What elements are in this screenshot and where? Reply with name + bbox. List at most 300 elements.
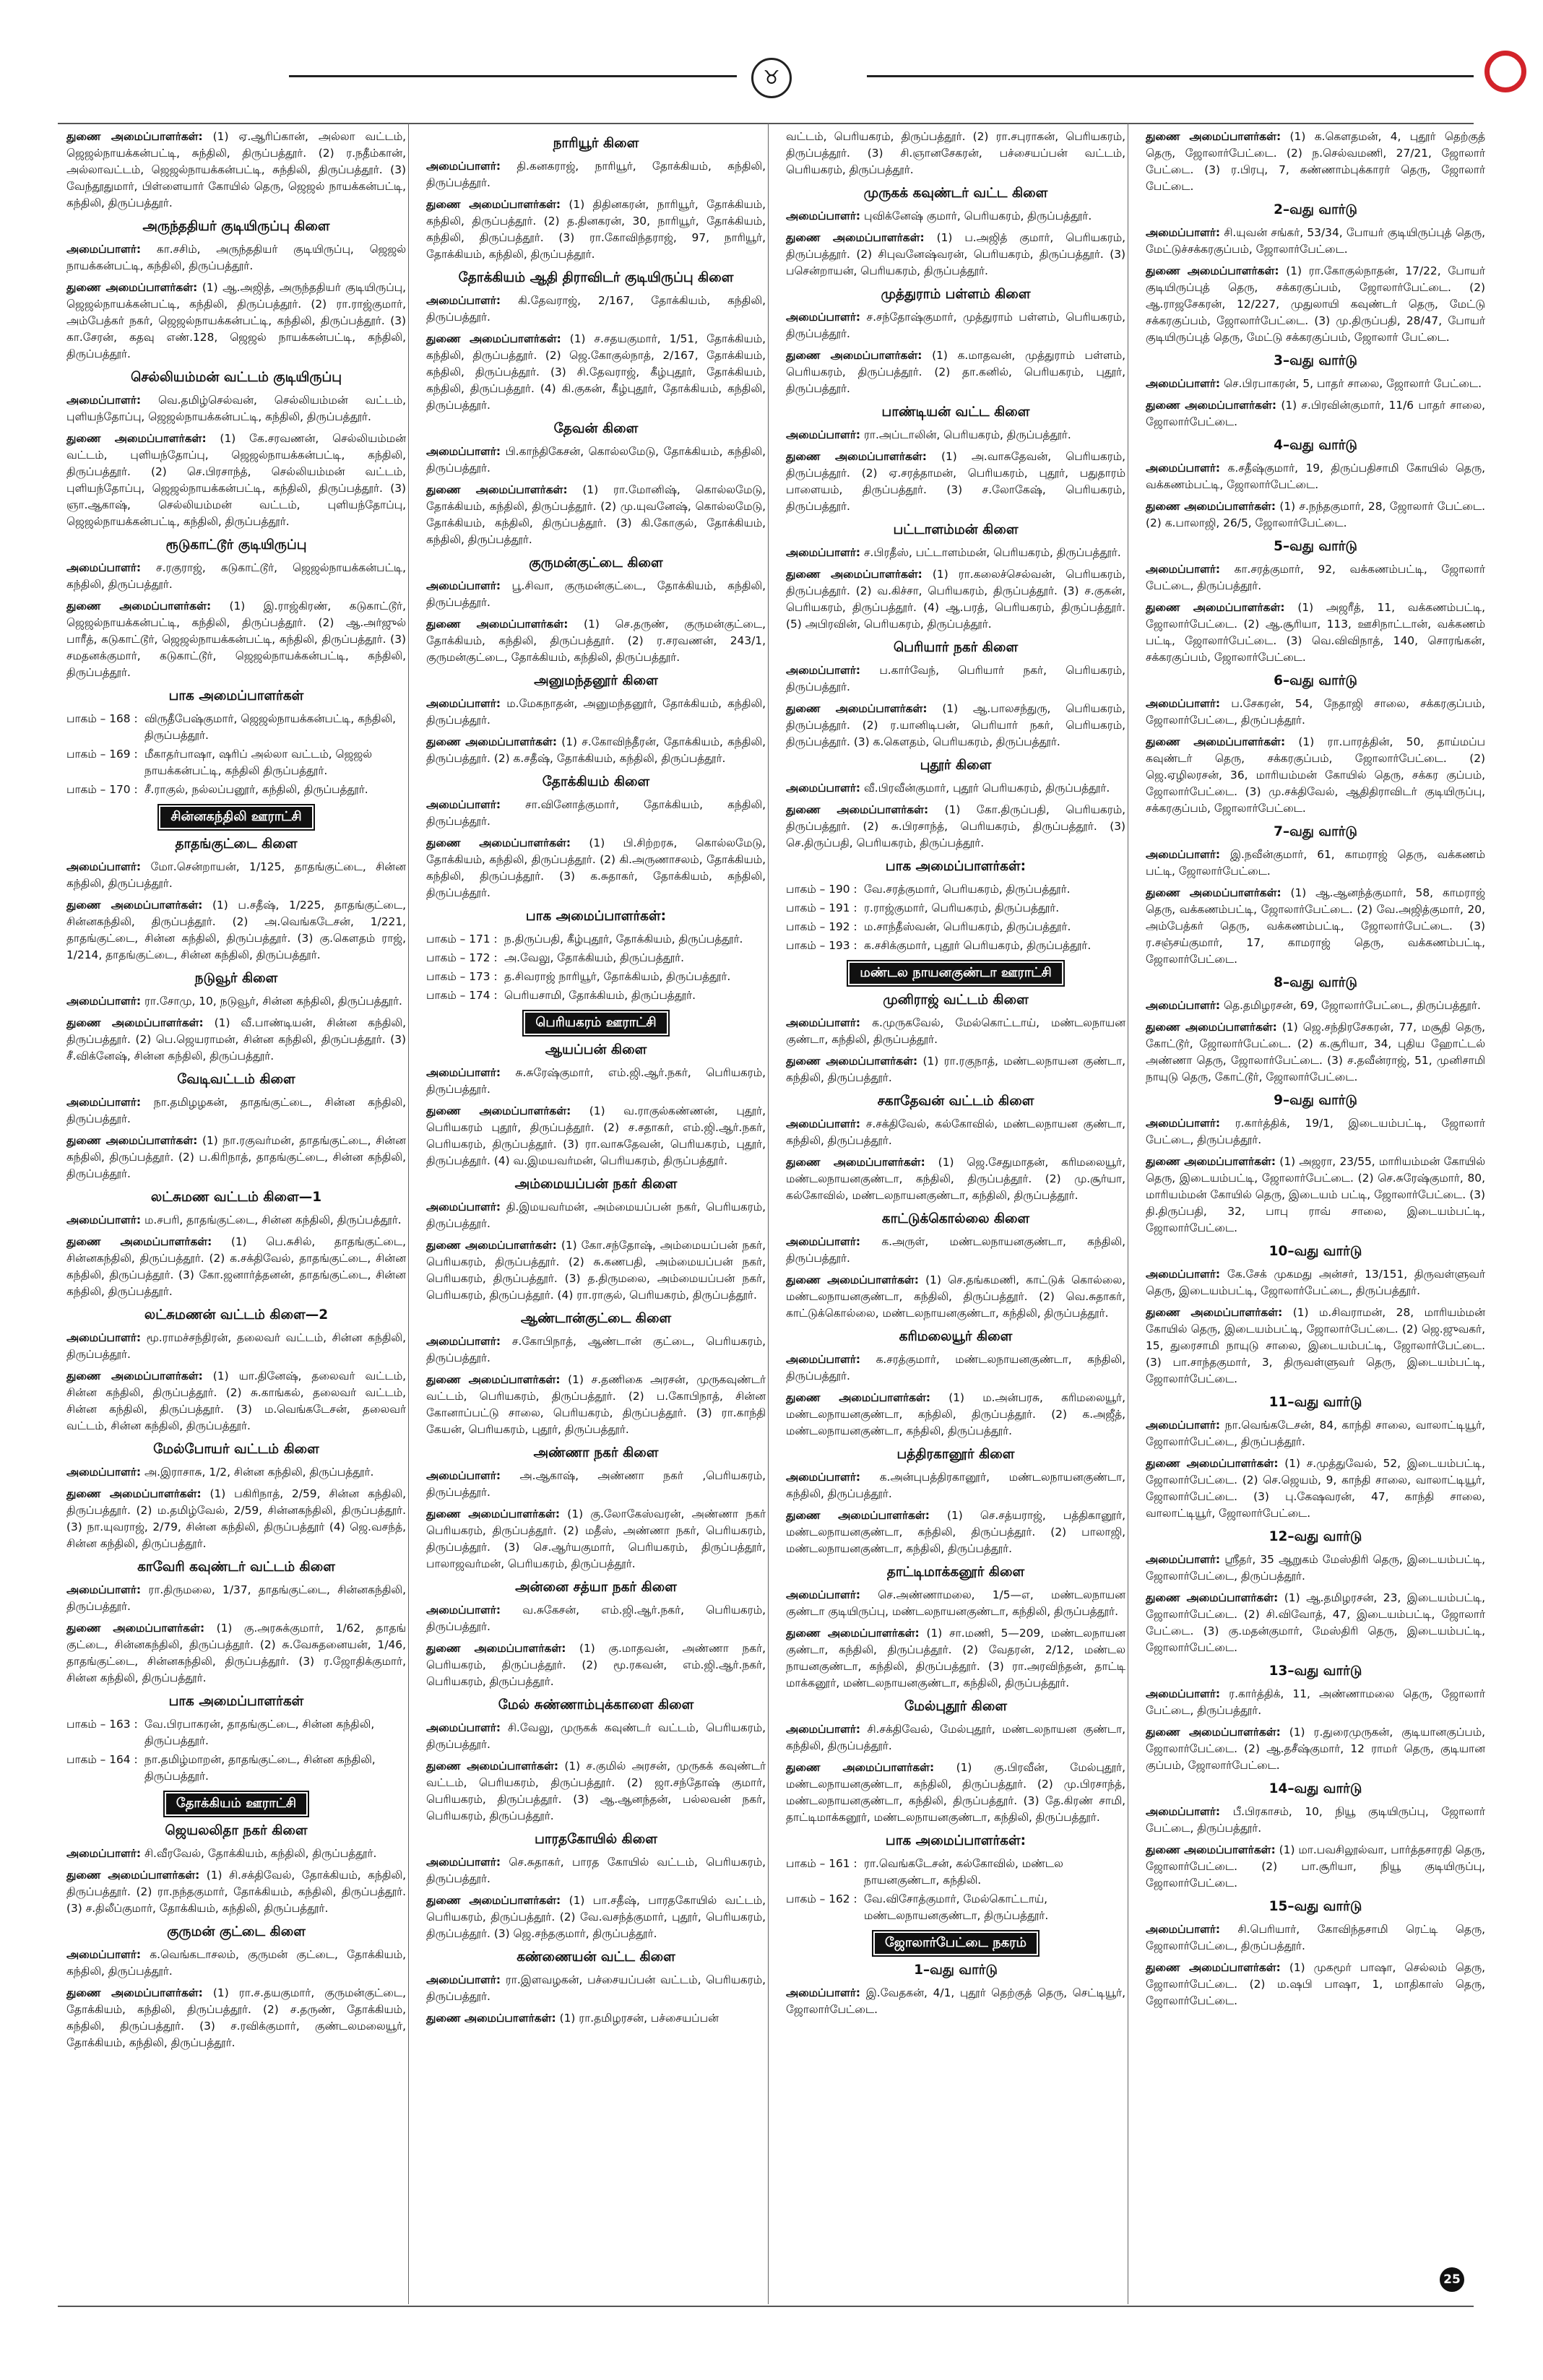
member-details: (1) செ.சத்யராஜ், பத்திகானூர், மண்டலநாயனகுண்டா, கந்திலி, திருப்பத்தூர். (2) பாலாஜி, மண்டலநாயனகுண்டா, கந்திலி, திருப்பத்தூர். — [786, 1509, 1125, 1555]
member-details: ரா.அப்டாலின், பெரியகரம், திருப்பத்தூர். — [860, 428, 1071, 441]
member-details: (1) ஜெ.சேதுமாதன், கரிமலையூர், மண்டலநாயனகுண்டா, கந்திலி, திருப்பத்தூர். (2) மு.சூர்யா, கல்கோவில், மண்டலநாயனகுண்டா, கந்திலி, திருப்பத்தூர். — [786, 1156, 1125, 1202]
member-details: க.சரத்குமார், மண்டலநாயனகுண்டா, கந்திலி, திருப்பத்தூர். — [786, 1353, 1125, 1382]
role-label: அமைப்பாளர்: — [1146, 226, 1221, 239]
booth-member: ரா.வெங்கடேசன், கல்கோவில், மண்டல நாயனகுண்டா, கந்திலி. — [864, 1857, 1063, 1887]
member-entry — [786, 545, 1125, 561]
role-label: அமைப்பாளர்: — [786, 664, 861, 677]
section-heading: முத்துராம் பள்ளம் கிளை — [881, 287, 1031, 302]
member-entry — [66, 1015, 406, 1065]
section-heading: பாரதகோயில் கிளை — [535, 1832, 657, 1847]
member-entry — [1146, 1686, 1485, 1719]
member-entry — [786, 1116, 1125, 1149]
section-heading: ரூடுகாட்டூர் குடியிருப்பு — [165, 537, 307, 553]
member-entry — [426, 2010, 766, 2027]
role-label: அமைப்பாளர்: — [1146, 563, 1221, 576]
role-label: துணை அமைப்பாளர்கள்: — [786, 803, 929, 816]
member-details: தெ.தமிழரசன், 69, ஜோலார்பேட்டை, திருப்பத்தூர். — [1220, 999, 1481, 1012]
role-label: அமைப்பாளர்: — [66, 1096, 142, 1109]
role-label: அமைப்பாளர்: — [1146, 1805, 1221, 1818]
member-entry — [1146, 885, 1485, 968]
section-heading: 5–வது வார்டு — [1274, 539, 1357, 554]
header-rule-right — [867, 75, 1474, 77]
member-entry — [66, 897, 406, 964]
section-heading: தோக்கியம் கிளை — [542, 774, 650, 789]
member-entry — [786, 230, 1125, 280]
member-details: ப.கார்வேந், பெரியார் நகர், பெரியகரம், திருப்பத்தூர். — [786, 664, 1125, 693]
role-label: அமைப்பாளர்: — [1146, 462, 1221, 475]
member-entry — [66, 1212, 406, 1229]
role-label: துணை அமைப்பாளர்கள்: — [1146, 1155, 1276, 1168]
member-details: (1) ச.முத்துவேல், 52, இடையம்பட்டி, ஜோலார்பேட்டை. (2) செ.ஜெயம், 9, காந்தி சாலை, வாலாட்டியூர், ஜோலார்பேட்டை. (3) பு.கேஷவரன், 47, காந்தி சாலை, வாலாட்டியூர், ஜோலார்பேட்டை. — [1146, 1457, 1485, 1520]
member-details: ச.கோபிநாத், ஆண்டான் குட்டை, பெரியகரம், திருப்பத்தூர். — [426, 1335, 766, 1364]
role-label: துணை அமைப்பாளர்கள்: — [426, 1507, 561, 1520]
section-heading: 10–வது வார்டு — [1268, 1244, 1362, 1259]
role-label: துணை அமைப்பாளர்கள்: — [426, 483, 568, 496]
member-entry — [786, 1390, 1125, 1440]
booth-label: பாகம் – 161 : — [786, 1857, 857, 1870]
member-details: செ.பிரபாகரன், 5, பாதர் சாலை, ஜோலார் பேட்டை. — [1220, 377, 1482, 390]
role-label: துணை அமைப்பாளர்கள்: — [426, 735, 558, 748]
member-entry — [426, 1602, 766, 1635]
section-heading: 12–வது வார்டு — [1268, 1529, 1362, 1544]
member-details: (1) ஆ.பாலசந்துரு, பெரியகரம், திருப்பத்தூர். (2) ர.யானிடிபன், பெரியார் நகர், பெரியகரம், திருப்பத்தூர். (3) க.கௌதம், பெரியகரம், திருப்பத்தூர். — [786, 702, 1125, 748]
member-entry — [1146, 998, 1485, 1014]
role-label: அமைப்பாளர்: — [786, 209, 861, 222]
section-heading: 14–வது வார்டு — [1268, 1781, 1362, 1796]
role-label: அமைப்பாளர்: — [66, 1213, 142, 1226]
member-details: க.முருகவேல், மேல்கொட்டாய், மண்டலநாயன குண்டா, கந்திலி, திருப்பத்தூர். — [786, 1016, 1125, 1046]
member-details: (1) ர.துரைமுருகன், குடியானகுப்பம், ஜோலார்பேட்டை. (2) ஆ.தசீஷ்குமார், 12 ராமர் தெரு, குடியான குப்பம், ஜோலார்பேட்டை. — [1146, 1726, 1485, 1772]
member-details: வெ.தமிழ்செல்வன், செல்லியம்மன் வட்டம், புளியந்தோப்பு, ஜெஜல்நாயக்கன்பட்டி, கந்திலி, திருப்பத்தூர். — [66, 394, 406, 423]
member-details: க.அருள், மண்டலநாயனகுண்டா, கந்திலி, திருப்பத்தூர். — [786, 1235, 1125, 1265]
role-label: துணை அமைப்பாளர்கள்: — [786, 450, 927, 463]
member-details: ஸ்ரீதர், 35 ஆறுகம் மேஸ்திரி தெரு, இடையம்பட்டி, ஜோலார்பேட்டை, திருப்பத்தூர். — [1146, 1553, 1485, 1583]
column-divider — [408, 123, 409, 2304]
booth-member: த.சிவராஜ் நாரியூர், தோக்கியம், திருப்பத்தூர். — [504, 970, 731, 983]
member-details: ச.ரகுராஜ், கடுகாட்டூர், ஜெஜல்நாயக்கன்பட்டி, கந்திலி, திருப்பத்தூர். — [66, 561, 406, 591]
section-heading: 13–வது வார்டு — [1268, 1663, 1362, 1679]
member-details: (1) வ.ராகுல்கண்ணன், புதூர், பெரியகரம் புதூர், திருப்பத்தூர். (2) ச.சதாகர், எம்.ஜி.ஆர்.நகர், பெரியகரம், திருப்பத்தூர். (3) ரா.வாசுதேவன், பெரியகரம், புதூர், திருப்பத்தூர். (4) வ.இமயவர்மன், பெரியகரம், திருப்பத்தூர். — [426, 1104, 766, 1167]
member-details: (1) க.கௌதமன், 4, புதூர் தெற்குத் தெரு, ஜோலார்பேட்டை. (2) ந.செல்வமணி, 27/21, ஜோலார் பேட்டை. (3) ர.பிரபு, 7, கண்ணாம்புக்காரர் தெரு, ஜோலார் பேட்டை. — [1146, 130, 1485, 193]
member-details: (1) க.மாதவன், முத்துராம் பள்ளம், பெரியகரம், திருப்பத்தூர். (2) தா.கனில், பெரியகரம், புதூர், திருப்பத்தூர். — [786, 349, 1125, 395]
role-label: அமைப்பாளர்: — [66, 243, 142, 256]
member-details: தி.இமயவர்மன், அம்மையப்பன் நகர், பெரியகரம், திருப்பத்தூர். — [426, 1200, 766, 1230]
member-details: சி.வேலு, முருகக் கவுண்டர் வட்டம், பெரியகரம், திருப்பத்தூர். — [426, 1721, 766, 1751]
member-details: கா.சரத்குமார், 92, வக்கணம்பட்டி, ஜோலார் பேட்டை, திருப்பத்தூர். — [1146, 563, 1485, 592]
member-entry — [426, 331, 766, 414]
header-rule-left — [289, 75, 737, 77]
member-details: சி.யுவன் சங்கர், 53/34, போயர் குடியிருப்புத் தெரு, மேட்டுச்சக்கரகுப்பம், ஜோலார்பேட்டை. — [1146, 226, 1485, 256]
role-label: அமைப்பாளர்: — [786, 311, 861, 324]
member-details: வ.சுகேசன், எம்.ஜி.ஆர்.நகர், பெரியகரம், திருப்பத்தூர். — [426, 1604, 766, 1633]
role-label: துணை அமைப்பாளர்கள்: — [786, 1055, 918, 1068]
panchayat-banner: மண்டல நாயனகுண்டா ஊராட்சி — [848, 961, 1063, 985]
member-entry — [1146, 696, 1485, 729]
member-details: (1) ச.குமில் அரசன், முருகக் கவுண்டர் வட்டம், பெரியகரம், திருப்பத்தூர். (2) ஜா.சந்தோஷ் குமார், பெரியகரம், திருப்பத்தூர். (3) ஆ.ஆனந்தன், பல்லவன் நகர், பெரியகரம், திருப்பத்தூர். — [426, 1760, 766, 1822]
section-heading: கண்ணையன் வட்ட கிளை — [517, 1950, 675, 1965]
member-details: (1) நா.ரகுவர்மன், தாதங்குட்டை, சின்ன கந்திலி, திருப்பத்தூர். (2) ப.கிரிநாத், தாதங்குட்டை, சின்ன கந்திலி, திருப்பத்தூர். — [66, 1134, 406, 1180]
section-heading: குருமன்குட்டை கிளை — [529, 555, 663, 571]
member-details: வட்டம், பெரியகரம், திருப்பத்தூர். (2) ரா.சபுராகன், பெரியகரம், திருப்பத்தூர். (3) சி.ஞானசேகரன், பச்சையப்பன் வட்டம், பெரியகரம், திருப்பத்தூர். — [786, 130, 1125, 176]
role-label: அமைப்பாளர்: — [426, 579, 501, 592]
role-label: துணை அமைப்பாளர்கள்: — [1146, 1726, 1281, 1739]
member-details: சி.சக்திவேல், மேல்புதூர், மண்டலநாயன குண்டா, கந்திலி, திருப்பத்தூர். — [786, 1723, 1125, 1752]
member-entry — [66, 1985, 406, 2051]
member-entry — [426, 1758, 766, 1825]
member-entry — [66, 859, 406, 892]
member-entry — [1146, 1724, 1485, 1774]
member-details: க.அன்புபத்திரகானூர், மண்டலநாயனகுண்டா, கந்திலி, திருப்பத்தூர். — [786, 1471, 1125, 1500]
role-label: அமைப்பாளர்: — [786, 428, 861, 441]
role-label: அமைப்பாளர்: — [786, 1353, 861, 1366]
member-entry — [426, 1103, 766, 1169]
member-entry — [1146, 1921, 1485, 1955]
member-details: (1) கோ.திருப்பதி, பெரியகரம், திருப்பத்தூர். (2) சு.பிரசாந்த், பெரியகரம், திருப்பத்தூர். (3) செ.திருப்பதி, பெரியகரம், திருப்பத்தூர். — [786, 803, 1125, 849]
member-entry — [786, 780, 1125, 797]
booth-label: பாகம் – 168 : — [66, 712, 138, 725]
section-heading: அனுமந்தனூர் கிளை — [534, 673, 658, 688]
member-details: (1) ஆ.தமிழரசன், 23, இடையம்பட்டி, ஜோலார்பேட்டை. (2) சி.விவோத், 47, இடையம்பட்டி, ஜோலார் பேட்டை. (3) கு.மதன்குமார், மேஸ்திரி தெரு, இடையம்பட்டி, ஜோலார்பேட்டை. — [1146, 1591, 1485, 1654]
booth-row — [66, 1752, 406, 1785]
member-entry — [1146, 1455, 1485, 1522]
member-details: ம.மேகநாதன், அனுமந்தனூர், தோக்கியம், கந்திலி, திருப்பத்தூர். — [426, 697, 766, 727]
booth-label: பாகம் – 191 : — [786, 901, 857, 914]
booth-row — [66, 782, 406, 798]
role-label: அமைப்பாளர்: — [426, 798, 501, 811]
member-entry — [1146, 1266, 1485, 1299]
member-entry — [66, 1368, 406, 1435]
section-heading: மேல்புதூர் கிளை — [904, 1699, 1008, 1714]
member-entry — [1146, 460, 1485, 493]
member-entry — [786, 701, 1125, 750]
member-details: ச.சக்திவேல், கல்கோவில், மண்டலநாயன குண்டா, கந்திலி, திருப்பத்தூர். — [786, 1117, 1125, 1147]
member-details: (1) கே.சரவணன், செல்லியம்மன் வட்டம், புளியந்தோப்பு, ஜெஜல்நாயக்கன்பட்டி, கந்திலி, திருப்பத்தூர். (2) செ.பிரசாந்த், செல்லியம்மன் வட்டம், புளியந்தோப்பு, ஜெஜல்நாயக்கன்பட்டி, கந்திலி, திருப்பத்தூர். (3) ஞா.ஆகாஷ், செல்லியம்மன் வட்டம், புளியந்தோப்பு, ஜெஜல்நாயக்கன்பட்டி, கந்திலி, திருப்பத்தூர். — [66, 432, 406, 528]
member-entry — [786, 662, 1125, 696]
member-entry — [426, 1892, 766, 1942]
member-details: (1) அஜரீத், 11, வக்கணம்பட்டி, ஜோலார்பேட்டை. (2) ஆ.சூரியா, 113, ஊசிநாட்டான், வக்கணம் பட்டி, ஜோலார்பேட்டை. (3) வெ.விவிநாத், 140, சொரங்கன், சக்கரகுப்பம், ஜோலார்பேட்டை. — [1146, 601, 1485, 664]
member-details: கே.சேக் முகமது அன்சர், 13/151, திருவள்ளுவர் தெரு, இடையம்பட்டி, ஜோலார்பேட்டை, திருப்பத்தூர். — [1146, 1268, 1485, 1297]
member-details: சி.பெரியார், கோவிந்தசாமி ரெட்டி தெரு, ஜோலார்பேட்டை, திருப்பத்தூர். — [1146, 1923, 1485, 1952]
booth-label: பாகம் – 173 : — [426, 970, 498, 983]
member-entry — [786, 1272, 1125, 1322]
member-entry — [426, 1506, 766, 1572]
role-label: துணை அமைப்பாளர்கள்: — [1146, 500, 1276, 513]
member-details: (1) திதினகரன், நாரியூர், தோக்கியம், கந்திலி, திருப்பத்தூர். (2) த.தினகரன், 30, நாரியூர், தோக்கியம், கந்திலி, திருப்பத்தூர். (3) ரா.கோவிந்தராஜ், 97, நாரியூர், தோக்கியம், கந்திலி, திருப்பத்தூர். — [426, 198, 766, 261]
member-entry — [1146, 1154, 1485, 1237]
role-label: துணை அமைப்பாளர்கள்: — [786, 1761, 935, 1774]
role-label: அமைப்பாளர்: — [786, 1016, 861, 1029]
booth-member: ந.திருப்பதி, கீழ்புதூர், தோக்கியம், திருப்பத்தூர். — [504, 932, 743, 945]
member-details: சா.வினோத்குமார், தோக்கியம், கந்திலி, திருப்பத்தூர். — [426, 798, 766, 828]
member-entry — [786, 1154, 1125, 1204]
section-heading: தோக்கியம் ஆதி திராவிடர் குடியிருப்பு கிளை — [458, 270, 734, 285]
role-label: அமைப்பாளர்: — [786, 1723, 861, 1736]
role-label: துணை அமைப்பாளர்கள்: — [66, 1487, 202, 1500]
section-heading: 2–வது வார்டு — [1274, 202, 1357, 217]
member-entry — [426, 443, 766, 477]
role-label: துணை அமைப்பாளர்கள்: — [66, 1869, 200, 1882]
role-label: அமைப்பாளர்: — [66, 561, 142, 574]
role-label: அமைப்பாளர்: — [426, 1469, 501, 1482]
member-entry — [1146, 1304, 1485, 1388]
member-details: (1) கு.மாதவன், அண்ணா நகர், பெரியகரம், திருப்பத்தூர். (2) மூ.ரகவன், எம்.ஜி.ஆர்.நகர், பெரியகரம், திருப்பத்தூர். — [426, 1642, 766, 1688]
member-entry — [1146, 1804, 1485, 1837]
member-details: ர.கார்த்திக், 19/1, இடையம்பட்டி, ஜோலார் பேட்டை, திருப்பத்தூர். — [1146, 1117, 1485, 1146]
role-label: அமைப்பாளர்: — [426, 1973, 501, 1986]
section-heading: சகாதேவன் வட்டம் கிளை — [877, 1094, 1034, 1109]
member-entry — [1146, 263, 1485, 346]
role-label: அமைப்பாளர்: — [66, 1847, 142, 1860]
member-details: க.சதீஷ்குமார், 19, திருப்பதிசாமி கோயில் தெரு, வக்கணம்பட்டி, ஜோலார்பேட்டை. — [1146, 462, 1485, 491]
member-entry — [786, 1760, 1125, 1826]
role-label: அமைப்பாளர்: — [426, 697, 501, 710]
role-label: அமைப்பாளர்: — [1146, 1553, 1221, 1566]
member-entry — [426, 196, 766, 263]
role-label: அமைப்பாளர்: — [66, 394, 142, 407]
section-heading: 6–வது வார்டு — [1274, 673, 1357, 688]
member-entry — [786, 449, 1125, 515]
section-heading: அருந்ததியர் குடியிருப்பு கிளை — [142, 219, 330, 234]
section-heading: 1–வது வார்டு — [914, 1963, 998, 1978]
member-details: மோ.சென்றாயன், 1/125, தாதங்குட்டை, சின்ன கந்திலி, திருப்பத்தூர். — [66, 860, 406, 890]
role-label: துணை அமைப்பாளர்கள்: — [426, 198, 561, 211]
member-details: (1) ச.கோவிந்தீரன், தோக்கியம், கந்திலி, திருப்பத்தூர். (2) க.சதீஷ், தோக்கியம், கந்திலி, திருப்பத்தூர். — [426, 735, 766, 765]
panchayat-banner: சின்னகந்திலி ஊராட்சி — [159, 805, 313, 829]
section-heading: பெரியார் நகர் கிளை — [893, 640, 1019, 655]
member-entry — [426, 482, 766, 548]
member-details: (1) ரா.பாரத்தின், 50, தாய்மப்ப கவுண்டர் தெரு, சக்கரகுப்பம், ஜோலார்பேட்டை. (2) ஜெ.ஏழிலரசன், 36, மாரியம்மன் கோயில் தெரு, சக்கர குப்பம், ஜோலார்பேட்டை. (3) மு.சக்திவேல், ஆதிதிராவிடர் குடியிருப்பு, சக்கரகுப்பம், ஜோலார்பேட்டை. — [1146, 735, 1485, 815]
member-entry — [66, 1620, 406, 1687]
role-label: அமைப்பாளர்: — [786, 782, 861, 795]
member-details: பீ.பிரகாசம், 10, நியூ குடியிருப்பு, ஜோலார் பேட்டை, திருப்பத்தூர். — [1146, 1805, 1485, 1835]
member-details: (1) சா.மணி, 5—209, மண்டலநாயன குண்டா, கந்திலி, திருப்பத்தூர். (2) வேதரன், 2/12, மண்டல நாயனகுண்டா, கந்திலி, திருப்பத்தூர். (3) ரா.அரவிந்தன், தாட்டி மாக்கனூர், மண்டலநாயனகுண்டா, கந்திலி, திருப்பத்தூர். — [786, 1627, 1125, 1689]
member-entry — [426, 293, 766, 326]
member-details: (1) ச.பிரவின்குமார், 11/6 பாதர் சாலை, ஜோலார்பேட்டை. — [1146, 399, 1485, 428]
member-details: (1) ச.நந்தகுமார், 28, ஜோலார் பேட்டை. (2) க.பாலாஜி, 26/5, ஜோலார்பேட்டை. — [1146, 500, 1485, 529]
member-details: (1) மா.பவசிலூல்வா, பார்த்தசாரதி தெரு, ஜோலார்பேட்டை. (2) பா.சூரியா, நியூ குடியிருப்பு, ஜோலார்பேட்டை. — [1146, 1843, 1485, 1890]
section-heading: காட்டுக்கொல்லை கிளை — [881, 1211, 1030, 1226]
role-label: அமைப்பாளர்: — [426, 1604, 501, 1617]
role-label: துணை அமைப்பாளர்கள்: — [426, 1104, 571, 1117]
section-heading: 7–வது வார்டு — [1274, 824, 1357, 839]
member-entry — [426, 578, 766, 611]
member-entry — [1146, 1960, 1485, 2009]
member-details: (1) ம.அன்பரசு, கரிமலையூர், மண்டலநாயனகுண்டா, கந்திலி, திருப்பத்தூர். (2) க.அஜீத், மண்டலநாயனகுண்டா, கந்திலி, திருப்பத்தூர். — [786, 1391, 1125, 1437]
member-entry — [786, 1015, 1125, 1048]
member-details: (1) செ.தருண், குருமன்குட்டை, தோக்கியம், கந்திலி, திருப்பத்தூர். (2) ர.சரவணன், 243/1, குருமன்குட்டை, தோக்கியம், கந்திலி, திருப்பத்தூர். — [426, 618, 766, 664]
section-heading: புதூர் கிளை — [920, 758, 992, 773]
section-heading: 15–வது வார்டு — [1268, 1899, 1362, 1914]
booth-row — [426, 950, 766, 966]
section-heading: பட்டாளம்மன் கிளை — [893, 522, 1019, 537]
role-label: அமைப்பாளர்: — [1146, 1117, 1221, 1130]
role-label: அமைப்பாளர்: — [66, 1466, 142, 1479]
role-label: துணை அமைப்பாளர்கள்: — [1146, 1591, 1279, 1604]
booth-member: விருதீபேஷ்குமார், ஜெஜல்நாயக்கன்பட்டி, கந்திலி, திருப்பத்தூர். — [144, 712, 397, 742]
section-heading: தாதங்குட்டை கிளை — [175, 836, 298, 852]
member-details: (1) சி.சக்திவேல், தோக்கியம், கந்திலி, திருப்பத்தூர். (2) ரா.நந்தகுமார், தோக்கியம், கந்திலி, திருப்பத்தூர். (3) ச.திலீப்குமார், தோக்கியம், கந்திலி, திருப்பத்தூர். — [66, 1869, 406, 1915]
member-entry — [786, 802, 1125, 852]
member-entry — [786, 1507, 1125, 1557]
role-label: துணை அமைப்பாளர்கள்: — [66, 899, 203, 912]
member-entry — [426, 1972, 766, 2005]
section-heading: 8–வது வார்டு — [1274, 975, 1357, 990]
section-heading: 4–வது வார்டு — [1274, 438, 1357, 453]
member-details: ச.பிரதீஸ், பட்டாளம்மன், பெரியகரம், திருப்பத்தூர். — [860, 546, 1121, 559]
role-label: துணை அமைப்பாளர்கள்: — [1146, 1457, 1279, 1470]
role-label: அமைப்பாளர்: — [66, 1948, 142, 1961]
booth-row — [786, 1891, 1125, 1924]
booth-member: ம.சாந்தீஸ்வன், பெரியகரம், திருப்பத்தூர். — [864, 920, 1071, 933]
member-entry — [1146, 1552, 1485, 1585]
member-entry — [66, 1947, 406, 1980]
member-details: (1) செ.தங்கமணி, காட்டுக் கொல்லை, மண்டலநாயனகுண்டா, கந்திலி, திருப்பத்தூர். (2) வெ.சுதாகர், காட்டுக்கொல்லை, மண்டலநாயனகுண்டா, கந்திலி, திருப்பத்தூர். — [786, 1273, 1125, 1320]
role-label: துணை அமைப்பாளர்கள்: — [786, 349, 922, 362]
member-entry — [66, 1133, 406, 1182]
booth-label: பாகம் – 164 : — [66, 1753, 138, 1766]
role-label: துணை அமைப்பாளர்கள்: — [1146, 130, 1281, 143]
role-label: அமைப்பாளர்: — [1146, 697, 1221, 710]
section-heading: லட்சுமண வட்டம் கிளை—1 — [150, 1190, 322, 1205]
member-entry — [66, 1582, 406, 1615]
member-entry — [66, 993, 406, 1010]
member-details: கா.சசிம், அருந்ததியர் குடியிருப்பு, ஜெஜல் நாயக்கன்பட்டி, கந்திலி, திருப்பத்தூர். — [66, 243, 406, 272]
member-entry — [1146, 1417, 1485, 1450]
member-details: அ.ஆகாஷ், அண்ணா நகர் ,பெரியகரம், திருப்பத்தூர். — [426, 1469, 766, 1499]
booth-row — [786, 900, 1125, 917]
member-details: (1) பா.சதீஷ், பாரதகோயில் வட்டம், பெரியகரம், திருப்பத்தூர். (2) வே.வசந்த்குமார், புதூர், பெரியகரம், திருப்பத்தூர். (3) ஜெ.சந்தகுமார், திருப்பத்தூர். — [426, 1894, 766, 1940]
member-entry — [786, 1721, 1125, 1754]
booth-member: வே.விசோத்குமார், மேல்கொட்டாய், மண்டலநாயனகுண்டா, திருப்பத்தூர். — [864, 1892, 1049, 1922]
role-label: அமைப்பாளர்: — [426, 1200, 501, 1213]
member-entry — [1146, 600, 1485, 666]
member-entry — [66, 129, 406, 212]
member-details: (1) கு.பிரவீன், மேல்புதூர், மண்டலநாயனகுண்டா, கந்திலி, திருப்பத்தூர். (2) மு.பிரசாந்த், மண்டலநாயனகுண்டா, கந்திலி, திருப்பத்தூர். (3) தே.கிரண் சாமி, தாட்டிமாக்கனூர், மண்டலநாயனகுண்டா, கந்திலி, திருப்பத்தூர். — [786, 1761, 1125, 1824]
member-details: (1) ஜெ.சந்திரசேகரன், 77, மசூதி தெரு, கோட்டூர், ஜோலார்பேட்டை. (2) க.சூரியா, 34, புதிய ஹோட்டல் அண்ணா தெரு, ஜோலார்பேட்டை. (3) ச.தவீன்ராஜ், 51, முனிசாமி நாயுடு தெரு, கோட்டூர், ஜோலார்பேட்டை. — [1146, 1021, 1485, 1083]
booth-member: மீகாதர்பாஷா, ஷரிப் அல்லா வட்டம், ஜெஜல் நாயக்கன்பட்டி, கந்திலி திருப்பத்தூர். — [144, 748, 372, 777]
bull-emblem-icon: ♉ — [751, 58, 792, 98]
member-entry — [426, 1854, 766, 1887]
booth-row — [66, 746, 406, 779]
member-details: ர.கார்த்திக், 11, அண்ணாமலை தெரு, ஜோலார் பேட்டை, திருப்பத்தூர். — [1146, 1687, 1485, 1717]
role-label: துணை அமைப்பாளர்கள்: — [1146, 1021, 1277, 1034]
section-heading: பத்திரகானூர் கிளை — [896, 1447, 1015, 1462]
role-label: துணை அமைப்பாளர்கள்: — [1146, 264, 1279, 277]
role-label: துணை அமைப்பாளர்கள்: — [426, 618, 569, 631]
role-label: துணை அமைப்பாளர்கள்: — [1146, 1843, 1276, 1856]
member-entry — [786, 208, 1125, 225]
member-entry — [786, 427, 1125, 443]
member-details: ப.சேகரன், 54, நேதாஜி சாலை, சக்கரகுப்பம், ஜோலார்பேட்டை, திருப்பத்தூர். — [1146, 697, 1485, 727]
role-label: துணை அமைப்பாளர்கள்: — [66, 432, 207, 445]
member-details: (1) ஆ.ஆனந்த்குமார், 58, காமராஜ் தெரு, வக்கணம்பட்டி, ஜோலார்பேட்டை. (2) வே.அஜித்குமார், 20, அம்பேத்கர் தெரு, வக்கணம்பட்டி, ஜோலார்பேட்டை. (3) ர.சஞ்சய்குமார், 17, காமராஜ் தெரு, வக்கணம்பட்டி, ஜோலார்பேட்டை. — [1146, 886, 1485, 966]
member-details: (1) இ.ராஜ்கிரண், கடுகாட்டூர், ஜெஜல்நாயக்கன்பட்டி, கந்திலி, திருப்பத்தூர். (2) ஆ.அர்ஜுல் பாரீத், கடுகாட்டூர், ஜெஜல்நாயக்கன்பட்டி, கந்திலி, திருப்பத்தூர். (3) சமதனக்குமார், கடுகாட்டூர், ஜெஜல்நாயக்கன்பட்டி, கந்திலி, திருப்பத்தூர். — [66, 600, 406, 679]
section-heading: முருகக் கவுண்டர் வட்ட கிளை — [863, 186, 1048, 201]
role-label: அமைப்பாளர்: — [426, 1856, 501, 1869]
member-entry — [426, 1199, 766, 1232]
member-entry — [786, 1985, 1125, 2018]
member-entry — [66, 1234, 406, 1300]
page-header — [58, 51, 1503, 101]
member-entry — [426, 1468, 766, 1501]
member-details: (1) முகமூர் பாஷா, செல்லம் தெரு, ஜோலார்பேட்டை. (2) ம.ஷபி பாஷா, 1, மாதிகாஸ் தெரு, ஜோலார்பேட்டை. — [1146, 1961, 1485, 2007]
role-label: அமைப்பாளர்: — [66, 995, 142, 1008]
member-entry — [426, 734, 766, 767]
role-label: துணை அமைப்பாளர்கள்: — [786, 1627, 920, 1640]
member-details: (1) ச.சதயகுமார், 1/51, தோக்கியம், கந்திலி, திருப்பத்தூர். (2) ஜெ.கோகுல்நாத், 2/167, தோக்கியம், கந்திலி, திருப்பத்தூர். (3) சி.தேவராஜ், கீழ்புதூர், தோக்கியம், கந்திலி, திருப்பத்தூர். (4) கி.குகன், கீழ்புதூர், தோக்கியம், கந்திலி, திருப்பத்தூர். — [426, 332, 766, 412]
panchayat-banner: பெரியகரம் ஊராட்சி — [524, 1011, 667, 1035]
member-details: ரா.சோமு, 10, நடுவூர், சின்ன கந்திலி, திருப்பத்தூர். — [141, 995, 402, 1008]
member-entry — [786, 566, 1125, 633]
role-label: துணை அமைப்பாளர்கள்: — [66, 281, 198, 294]
member-entry — [1146, 561, 1485, 594]
member-entry — [1146, 734, 1485, 817]
member-details: நா.தமிழழகன், தாதங்குட்டை, சின்ன கந்திலி, திருப்பத்தூர். — [66, 1096, 406, 1125]
section-heading: பாக அமைப்பாளர்கள் — [168, 1694, 304, 1709]
member-entry — [426, 835, 766, 901]
member-entry — [426, 1065, 766, 1098]
member-details: (1) பெ.சுசில், தாதங்குட்டை, சின்னகந்திலி, திருப்பத்தூர். (2) க.சக்திவேல், தாதங்குட்டை, சின்ன கந்திலி, திருப்பத்தூர். (3) கோ.ஜனார்த்தனன், தாதங்குட்டை, சின்ன கந்திலி, திருப்பத்தூர். — [66, 1235, 406, 1298]
column-3 — [786, 129, 1125, 2300]
role-label: துணை அமைப்பாளர்கள்: — [786, 1391, 931, 1404]
role-label: துணை அமைப்பாளர்கள்: — [66, 1134, 198, 1147]
role-label: துணை அமைப்பாளர்கள்: — [426, 1239, 557, 1252]
member-entry — [1146, 129, 1485, 195]
role-label: அமைப்பாளர்: — [1146, 1687, 1221, 1700]
booth-row — [426, 987, 766, 1004]
booth-member: ர.ராஜ்குமார், பெரியகரம், திருப்பத்தூர். — [864, 901, 1060, 914]
section-heading: நடுவூர் கிளை — [194, 971, 278, 986]
section-heading: கரிமலையூர் கிளை — [899, 1329, 1013, 1344]
section-heading: தாட்டிமாக்கனூர் கிளை — [886, 1565, 1025, 1580]
booth-row — [786, 881, 1125, 898]
section-heading: வேடிவட்டம் கிளை — [177, 1072, 295, 1087]
member-entry — [1146, 847, 1485, 880]
member-entry — [426, 1333, 766, 1367]
section-heading: மேல்போயர் வட்டம் கிளை — [153, 1442, 319, 1457]
role-label: துணை அமைப்பாளர்கள்: — [426, 1760, 559, 1773]
role-label: துணை அமைப்பாளர்கள்: — [1146, 601, 1285, 614]
member-details: (1) ஆ.அஜித், அருந்ததியர் குடியிருப்பு, ஜெஜல்நாயக்கன்பட்டி, கந்திலி, திருப்பத்தூர். (2) ரா.ராஜ்குமார், அம்பேத்கர் நகர், ஜெஜல்நாயக்கன்பட்டி, கந்திலி, திருப்பத்தூர். (3) கா.சேரன், கதவு எண்.128, ஜெஜல் நாயக்கன்பட்டி, கந்திலி, திருப்பத்தூர். — [66, 281, 406, 360]
member-details: இ.வேதகன், 4/1, புதூர் தெற்குத் தெரு, செட்டியூர், ஜோலார்பேட்டை. — [786, 1986, 1125, 2016]
booth-member: அ.வேலு, தோக்கியம், திருப்பத்தூர். — [504, 951, 685, 964]
role-label: அமைப்பாளர்: — [426, 1721, 501, 1734]
member-entry — [66, 241, 406, 274]
member-details: பூ.சிவா, குருமன்குட்டை, தோக்கியம், கந்திலி, திருப்பத்தூர். — [426, 579, 766, 609]
member-details: ம.சபரி, தாதங்குட்டை, சின்ன கந்திலி, திருப்பத்தூர். — [141, 1213, 402, 1226]
member-details: அ.இராசாசு, 1/2, சின்ன கந்திலி, திருப்பத்தூர். — [141, 1466, 374, 1479]
member-details: (1) ரா.ரகுநாத், மண்டலநாயன குண்டா, கந்திலி, திருப்பத்தூர். — [786, 1055, 1125, 1084]
member-details: நா.வெங்கடேசன், 84, காந்தி சாலை, வாலாட்டியூர், ஜோலார்பேட்டை, திருப்பத்தூர். — [1146, 1419, 1485, 1448]
member-entry — [66, 1330, 406, 1363]
member-details: (1) ரா.ச.தயகுமார், குருமன்குட்டை, தோக்கியம், கந்திலி, திருப்பத்தூர். (2) ச.தருண், தோக்கியம், கந்திலி, திருப்பத்தூர். (3) ச.ரவிக்குமார், குண்டலமலையூர், தோக்கியம், கந்திலி, திருப்பத்தூர். — [66, 1986, 406, 2049]
role-label: அமைப்பாளர்: — [786, 1588, 861, 1601]
member-details: செ.அண்ணாமலை, 1/5—எ, மண்டலநாயன குண்டா குடியிருப்பு, மண்டலநாயனகுண்டா, கந்திலி, திருப்பத்தூர். — [786, 1588, 1125, 1618]
section-heading: லட்சுமணன் வட்டம் கிளை—2 — [144, 1307, 329, 1323]
member-details: (1) பகிரிநாத், 2/59, சின்ன கந்திலி, திருப்பத்தூர். (2) ம.தமிழ்வேல், 2/59, சின்னகந்திலி, திருப்பத்தூர். (3) நா.யுவராஜ், 2/79, சின்ன கந்திலி, திருப்பத்தூர் (4) ஜெ.வசந்த், சின்ன கந்திலி, திருப்பத்தூர். — [66, 1487, 406, 1550]
section-heading: பாக அமைப்பாளர்கள்: — [885, 859, 1026, 874]
column-2 — [426, 129, 766, 2300]
booth-label: பாகம் – 190 : — [786, 883, 857, 896]
member-entry — [426, 616, 766, 666]
booth-member: க.சசிக்குமார், புதூர் பெரியகரம், திருப்பத்தூர். — [864, 939, 1092, 952]
member-details: மூ.ராமச்சந்திரன், தலைவர் வட்டம், சின்ன கந்திலி, திருப்பத்தூர். — [66, 1331, 406, 1361]
member-entry — [786, 1587, 1125, 1620]
member-entry — [66, 1094, 406, 1128]
role-label: துணை அமைப்பாளர்கள்: — [66, 1986, 203, 1999]
booth-row — [66, 711, 406, 744]
member-details: (1) வீ.பாண்டியன், சின்ன கந்திலி, திருப்பத்தூர். (2) பெ.ஜெயராமன், சின்ன கந்திலி, திருப்பத்தூர். (3) சீ.விக்னேஷ், சின்ன கந்திலி, திருப்பத்தூர். — [66, 1016, 406, 1063]
